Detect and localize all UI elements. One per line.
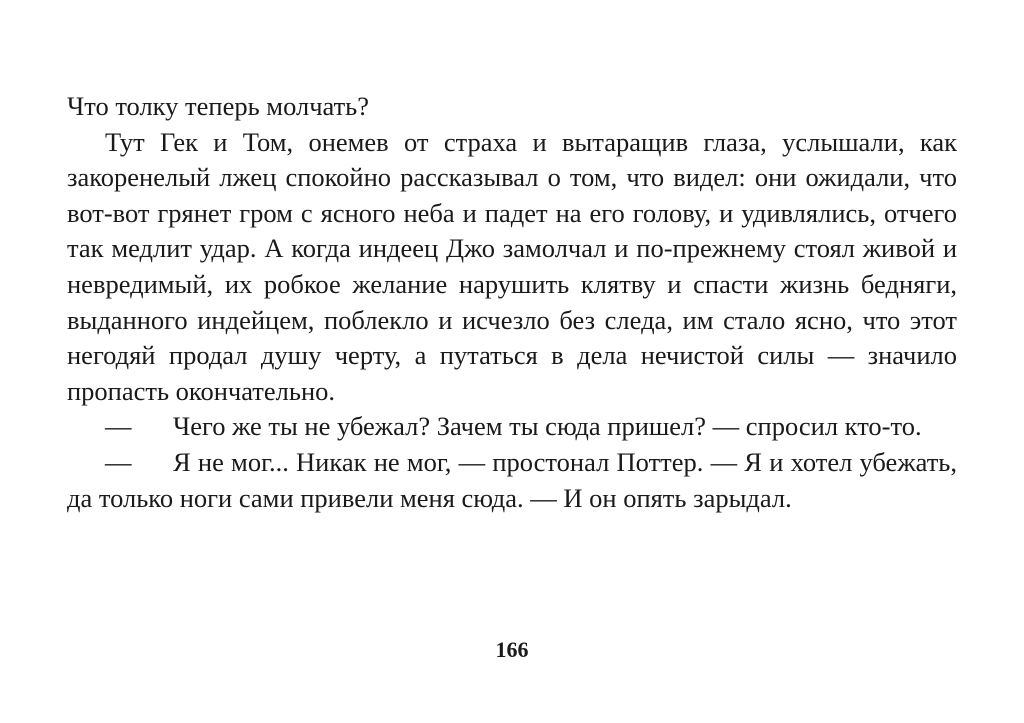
paragraph-3-dialogue: [67, 409, 957, 445]
dialogue-dash: —: [105, 446, 132, 477]
paragraph-2-text: Тут Гек и Том, онемев от страха и вытаращив глаза, услышали, как закоренелый лжец спокойно рассказывал о том, что видел: они ожидали, что вот-вот грянет гром с ясного неба и падет на его голову, и удивлялись, отчего так медлит удар. А когда индеец Джо замолчал и по-прежнему стоял живой и невредимый, их робкое желание нарушить клятву и спасти жизнь бедняги, выданного индейцем, поблекло и исчезло без следа, им стало ясно, что этот негодяй продал душу черту, а путаться в дела нечистой силы — значило пропасть окончательно.: [67, 126, 957, 406]
paragraph-4-dialogue: [67, 445, 957, 516]
paragraph-1: [67, 89, 957, 125]
dialogue-dash: —: [105, 411, 132, 442]
page-number: 166: [495, 637, 529, 662]
paragraph-4-text: Я не мог... Никак не мог, — простонал Поттер. — Я и хотел убежать, да только ноги сами привели меня сюда. — И он опять зарыдал.: [67, 446, 957, 513]
paragraph-3-text: Чего же ты не убежал? Зачем ты сюда пришел? — спросил кто-то.: [173, 411, 922, 442]
paragraph-2: [67, 125, 957, 410]
body-text: [67, 89, 957, 516]
paragraph-1-text: Что толку теперь молчать?: [67, 91, 370, 121]
